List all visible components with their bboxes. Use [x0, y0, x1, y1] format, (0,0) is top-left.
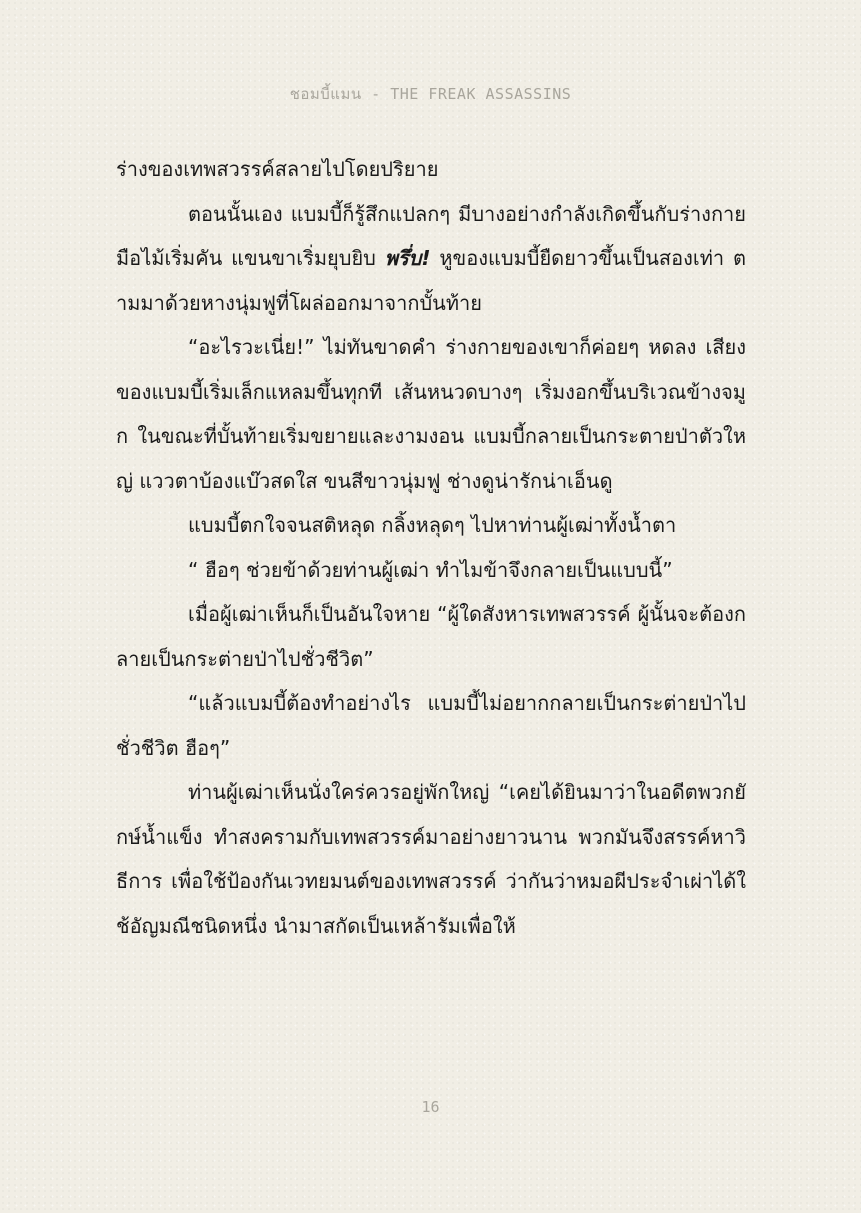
paragraph-2-tail: หูของแบมบี้ยืดยาวขึ้นเป็นสองเท่า ตามมาด้วยหางนุ่มฟูที่โผล่ออกมาจากบั้นท้าย — [116, 246, 746, 315]
paragraph-1: ร่างของเทพสวรรค์สลายไปโดยปริยาย — [116, 157, 439, 181]
paragraph-8: ท่านผู้เฒ่าเห็นนั่งใคร่ควรอยู่พักใหญ่ “เคยได้ยินมาว่าในอดีตพวกยักษ์น้ำแข็ง ทำสงครามกับเทพสวรรค์มาอย่างยาวนาน พวกมันจึงสรรค์หาวิธีการ เพื่อใช้ป้องกันเวทยมนต์ของเทพสวรรค์ ว่ากันว่าหมอผีประจำเผ่าได้ใช้อัญมณีชนิดหนึ่ง นำมาสกัดเป็นเหล้ารัมเพื่อให้ — [116, 780, 746, 938]
paragraph-7: “แล้วแบมบี้ต้องทำอย่างไร แบมบี้ไม่อยากกลายเป็นกระต่ายป่าไปชั่วชีวิต ฮือๆ” — [116, 691, 746, 760]
page-number: 16 — [421, 1098, 440, 1116]
running-header: ชอมบี้แมน - THE FREAK ASSASSINS — [289, 85, 572, 103]
paragraph-3: “อะไรวะเนี่ย!” ไม่ทันขาดคำ ร่างกายของเขาก็ค่อยๆ หดลง เสียงของแบมบี้เริ่มเล็กแหลมขึ้นทุกที เส้นหนวดบางๆ เริ่มงอกขึ้นบริเวณข้างจมูก ในขณะที่บั้นท้ายเริ่มขยายและงามงอน แบมบี้กลายเป็นกระตายป่าตัวใหญ่ แววตาบ้องแบ๊วสดใส ขนสีขาวนุ่มฟู ช่างดูน่ารักน่าเอ็นดู — [116, 335, 746, 493]
body-text — [116, 147, 746, 948]
paragraph-6: เมื่อผู้เฒ่าเห็นก็เป็นอันใจหาย “ผู้ใดสังหารเทพสวรรค์ ผู้นั้นจะต้องกลายเป็นกระต่ายป่าไปชั่วชีวิต” — [116, 602, 746, 671]
paragraph-2 — [116, 192, 746, 326]
paragraph-2-lead: ตอนนั้นเอง แบมบี้ก็รู้สึกแปลกๆ มีบางอย่างกำลังเกิดขึ้นกับร่างกาย มือไม้เริ่มคัน แขนขาเริ่มยุบยิบ — [116, 201, 746, 270]
paragraph-5: “ ฮือๆ ช่วยข้าด้วยท่านผู้เฒ่า ทำไมข้าจึงกลายเป็นแบบนี้” — [188, 557, 673, 582]
paragraph-4: แบมบี้ตกใจจนสติหลุด กลิ้งหลุดๆ ไปหาท่านผู้เฒ่าทั้งน้ำตา — [188, 513, 677, 537]
sound-effect: พรึ่บ! — [384, 246, 431, 270]
